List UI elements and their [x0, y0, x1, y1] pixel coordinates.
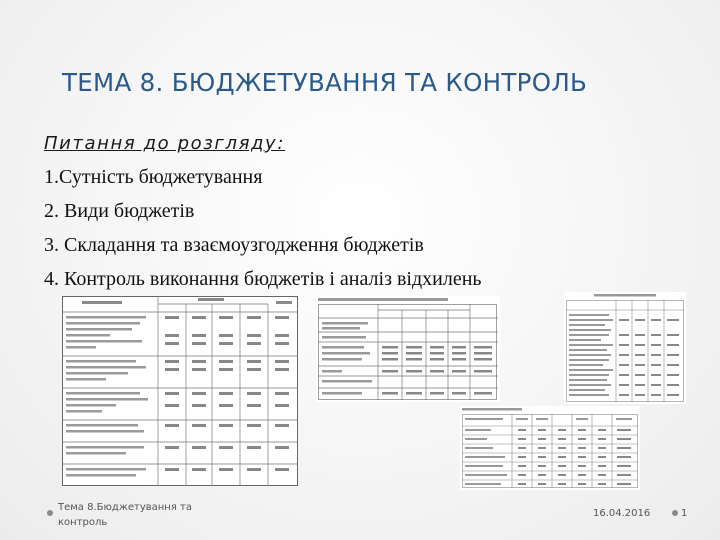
question-item: 2. Види бюджетів: [44, 200, 195, 222]
questions-heading: Питання до розгляду:: [44, 133, 285, 154]
question-item: 3. Складання та взаємоузгодження бюджетів: [44, 234, 424, 256]
budget-table-image-1: [62, 296, 298, 486]
question-item: 4. Контроль виконання бюджетів і аналіз відхилень: [44, 268, 482, 290]
footer-bullet-icon: [47, 510, 53, 516]
slide-title: ТЕМА 8. БЮДЖЕТУВАННЯ ТА КОНТРОЛЬ: [62, 68, 588, 97]
footer-topic: [58, 500, 192, 530]
footer-separator-icon: [672, 510, 678, 516]
question-item: 1.Сутність бюджетування: [44, 166, 263, 188]
questions-list: [44, 160, 704, 296]
footer-topic-line-2: контроль: [58, 517, 108, 528]
slide-number: 1: [681, 508, 688, 519]
footer-topic-line-1: Тема 8.Бюджетування та: [58, 502, 192, 513]
footer-date: 16.04.2016: [593, 508, 651, 519]
budget-table-image-2: [316, 296, 500, 402]
budget-table-image-4: [460, 406, 640, 490]
budget-table-image-3: [564, 292, 686, 404]
